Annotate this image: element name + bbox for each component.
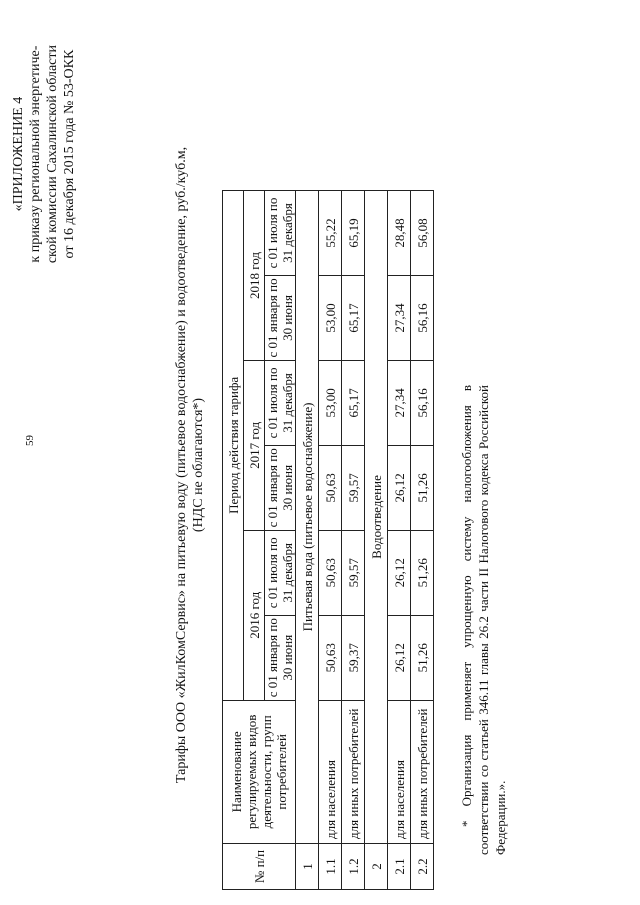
section-row — [365, 191, 388, 890]
table-row — [411, 191, 434, 890]
tariff-value: 65,17 — [342, 360, 365, 445]
row-number: 2.1 — [388, 843, 411, 889]
row-name: для населения — [319, 700, 342, 843]
tariff-value: 50,63 — [319, 615, 342, 700]
header-year: 2017 год — [244, 360, 265, 530]
tariff-value: 55,22 — [319, 191, 342, 276]
tariff-value: 59,57 — [342, 530, 365, 615]
header-half-year: с 01 июля по 31 декабря — [265, 360, 296, 445]
appendix-header — [10, 45, 78, 263]
tariff-value: 53,00 — [319, 276, 342, 361]
title-line: Тарифы ООО «ЖилКомСервис» на питьевую воду (питьевое водоснабжение) и водоотведение, руб./куб.м, — [174, 146, 189, 784]
footnote — [458, 385, 509, 855]
section-label: Водоотведение — [365, 191, 388, 844]
tariff-value: 27,34 — [388, 276, 411, 361]
document-title — [173, 145, 207, 785]
tariff-value: 51,26 — [411, 530, 434, 615]
tariff-table — [222, 190, 434, 890]
section-label: Питьевая вода (питьевое водоснабжение) — [296, 191, 319, 844]
header-activity-name: Наименование регулируемых видов деятельности, групп потребителей — [223, 700, 296, 843]
appendix-line: ской комиссии Сахалинской области — [45, 45, 60, 264]
footnote-text: * Организация применяет упрощенную систему налогообложения в соответствии со статьей 346.11 главы 26.2 части II Налогового кодекса Российской Федерации.». — [459, 385, 508, 855]
header-year: 2018 год — [244, 191, 265, 361]
tariff-value: 53,00 — [319, 360, 342, 445]
tariff-value: 50,63 — [319, 445, 342, 530]
header-half-year: с 01 января по 30 июня — [265, 276, 296, 361]
tariff-value: 56,16 — [411, 360, 434, 445]
row-name: для иных потребителей — [411, 700, 434, 843]
tariff-value: 51,26 — [411, 615, 434, 700]
row-number: 1.2 — [342, 843, 365, 889]
tariff-value: 27,34 — [388, 360, 411, 445]
section-number: 2 — [365, 843, 388, 889]
tariff-value: 59,57 — [342, 445, 365, 530]
appendix-title: «ПРИЛОЖЕНИЕ 4 — [11, 96, 26, 212]
section-number: 1 — [296, 843, 319, 889]
tariff-value: 65,17 — [342, 276, 365, 361]
row-number: 1.1 — [319, 843, 342, 889]
tariff-value: 56,16 — [411, 276, 434, 361]
tariff-value: 50,63 — [319, 530, 342, 615]
tariff-value: 28,48 — [388, 191, 411, 276]
header-period: Период действия тарифа — [223, 191, 244, 701]
header-half-year: с 01 января по 30 июня — [265, 445, 296, 530]
appendix-line: от 16 декабря 2015 года № 53-ОКК — [62, 49, 77, 259]
page-number: 59 — [24, 435, 36, 446]
header-half-year: с 01 июля по 31 декабря — [265, 191, 296, 276]
table-header-row — [223, 191, 244, 890]
tariff-value: 51,26 — [411, 445, 434, 530]
tariff-value: 56,08 — [411, 191, 434, 276]
header-number: № п/п — [223, 843, 296, 889]
tariff-value: 26,12 — [388, 445, 411, 530]
tariff-value: 65,19 — [342, 191, 365, 276]
header-half-year: с 01 июля по 31 декабря — [265, 530, 296, 615]
row-number: 2.2 — [411, 843, 434, 889]
table-row — [319, 191, 342, 890]
section-row — [296, 191, 319, 890]
row-name: для населения — [388, 700, 411, 843]
tariff-value: 26,12 — [388, 530, 411, 615]
header-half-year: с 01 января по 30 июня — [265, 615, 296, 700]
tariff-value: 26,12 — [388, 615, 411, 700]
title-line: (НДС не облагаются*) — [191, 397, 206, 533]
row-name: для иных потребителей — [342, 700, 365, 843]
header-year: 2016 год — [244, 530, 265, 700]
table-row — [342, 191, 365, 890]
table-row — [388, 191, 411, 890]
tariff-value: 59,37 — [342, 615, 365, 700]
appendix-line: к приказу региональной энергетиче- — [28, 45, 43, 263]
